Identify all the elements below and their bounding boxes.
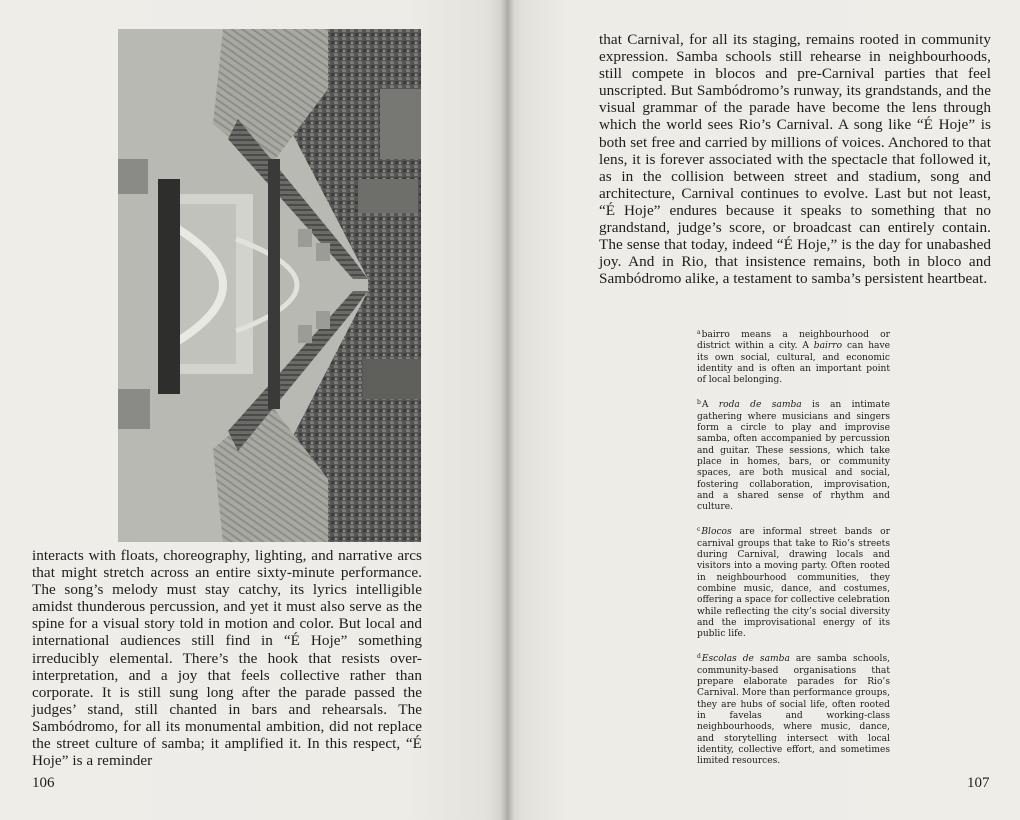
footnote-escolas-de-samba [697,651,890,767]
footnote-term: roda de samba [718,400,802,411]
page-number-right: 107 [967,775,990,791]
book-gutter [500,0,514,820]
page-number-left: 106 [32,775,55,791]
footnote-italic: bairro [813,341,843,352]
footnote-text: is an intimate gathering where musicians and singers form a circle to play and improvise samba, often accompanied by percussion and guitar. These sessions, which take place in homes, bars, or community spaces, are both musical and social, fostering collaboration, improvisation, and a shared sense of rhythm and culture. [697,400,890,513]
right-body-text: that Carnival, for all its staging, remains rooted in community expression. Samba schools still rehearse in neighbourhoods, still compete in blocos and pre-Carnival parties that feel unscripted. But Sambódromo’s runway, its grandstands, and the visual grammar of the parade have become the lens through which the world sees Rio’s Carnival. A song like “É Hoje” is both set free and carried by millions of voices. Anchored to that lens, it is forever associated with the spectacle that followed it, as in the collision between street and stadium, song and architecture, Carnival continues to evolve. Last but not least, “É Hoje” endures because it speaks to something that no grandstand, judge’s score, or broadcast can entirely contain. The sense that today, indeed “É Hoje,” is the day for unabashed joy. And in Rio, that insistence remains, both in bloco and Sambódromo alike, a testament to samba’s persistent heartbeat. [599,31,991,288]
footnote-marker: a [697,329,701,336]
footnote-text: are informal street bands or carnival groups that take to Rio’s streets during Carnival, drawing locals and visitors into a moving party. Often rooted in neighbourhood communities, they combine music, dance, and costumes, offering a space for collective celebration while reflecting the city’s social diversity and the improvisational energy of its public life. [697,527,890,640]
footnotes [697,327,890,778]
footnote-roda-de-samba [697,397,890,513]
footnote-term: Blocos [701,527,732,538]
footnote-blocos [697,524,890,640]
footnote-term: Escolas de samba [701,654,790,665]
footnote-lead: A [701,400,719,411]
sambodromo-aerial-photo [118,29,421,542]
photo-illustration [118,29,421,542]
footnote-marker: d [697,653,701,661]
footnote-text: bairro means a neighbourhood or district within a city. A [697,330,890,352]
footnote-bairro [697,327,890,386]
left-body-text: interacts with floats, choreography, lighting, and narrative arcs that might stretch across an entire sixty-minute performance. The song’s melody must stay catchy, its lyrics intelligible amidst thunderous percussion, and yet it must also serve as the spine for a visual story told in motion and color. But local and international audiences still find in “É Hoje” something irreducibly elemental. There’s the hook that resists over-interpretation, and a joy that feels collective rather than corporate. It is still sung long after the parade passed the judges’ stand, still chanted in bars and rehearsals. The Sambódromo, for all its monumental ambition, did not replace the street culture of samba; it amplified it. In this respect, “É Hoje” is a reminder [32,547,422,770]
footnote-text-end: can have its own social, cultural, and economic identity and is often an important point of local belonging. [697,341,890,386]
footnote-text: are samba schools, community-based organisations that prepare elaborate parades for Rio’s Carnival. More than performance groups, they are hubs of social life, often rooted in favelas and working-class neighbourhoods, where music, dance, and storytelling intersect with local identity, collective effort, and sometimes limited resources. [697,654,891,767]
footnote-marker: c [697,526,701,534]
footnote-marker: b [697,399,701,407]
left-page [0,0,506,820]
